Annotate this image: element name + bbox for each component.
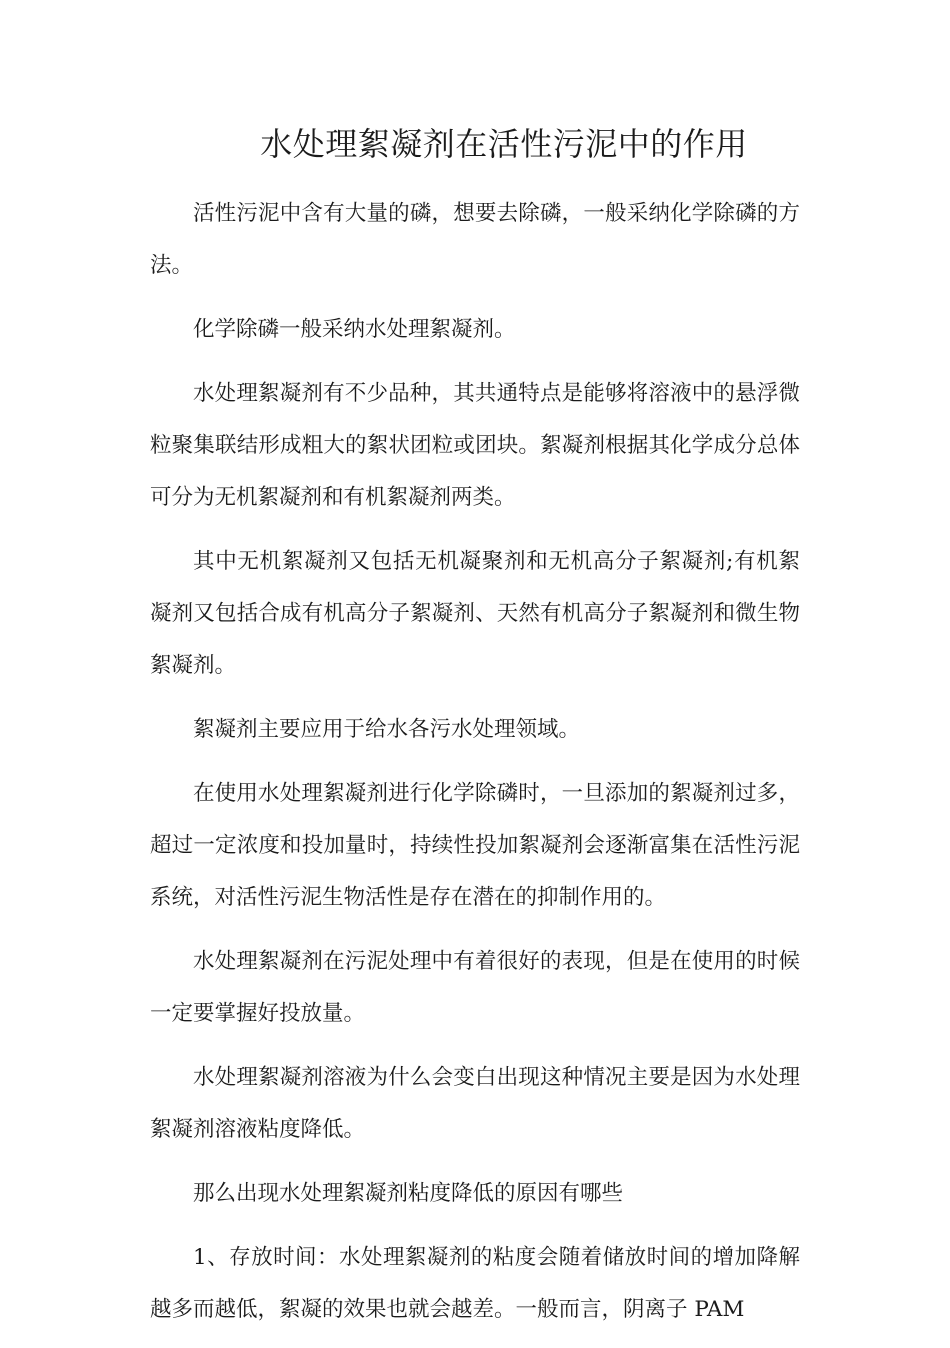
paragraph-7: 水处理絮凝剂在污泥处理中有着很好的表现，但是在使用的时候一定要掌握好投放量。 bbox=[150, 949, 800, 1026]
paragraph-10: 1、存放时间：水处理絮凝剂的粘度会随着储放时间的增加降解越多而越低，絮凝的效果也就会越差。一般而言，阴离子 PAM bbox=[150, 1245, 800, 1322]
paragraph-8: 水处理絮凝剂溶液为什么会变白出现这种情况主要是因为水处理絮凝剂溶液粘度降低。 bbox=[150, 1065, 800, 1142]
paragraph-9: 那么出现水处理絮凝剂粘度降低的原因有哪些 bbox=[193, 1181, 624, 1206]
paragraph-1: 活性污泥中含有大量的磷，想要去除磷，一般采纳化学除磷的方法。 bbox=[150, 201, 800, 278]
paragraph-2: 化学除磷一般采纳水处理絮凝剂。 bbox=[193, 317, 516, 342]
paragraph-3: 水处理絮凝剂有不少品种，其共通特点是能够将溶液中的悬浮微粒聚集联结形成粗大的絮状团粒或团块。絮凝剂根据其化学成分总体可分为无机絮凝剂和有机絮凝剂两类。 bbox=[150, 381, 800, 510]
paragraph-4: 其中无机絮凝剂又包括无机凝聚剂和无机高分子絮凝剂;有机絮凝剂又包括合成有机高分子絮凝剂、天然有机高分子絮凝剂和微生物絮凝剂。 bbox=[150, 549, 800, 678]
paragraph-6: 在使用水处理絮凝剂进行化学除磷时，一旦添加的絮凝剂过多，超过一定浓度和投加量时，持续性投加絮凝剂会逐渐富集在活性污泥系统，对活性污泥生物活性是存在潜在的抑制作用的。 bbox=[150, 781, 800, 910]
document-body bbox=[150, 188, 800, 1348]
document-title: 水处理絮凝剂在活性污泥中的作用 bbox=[260, 125, 748, 163]
paragraph-5: 絮凝剂主要应用于给水各污水处理领域。 bbox=[193, 717, 581, 742]
